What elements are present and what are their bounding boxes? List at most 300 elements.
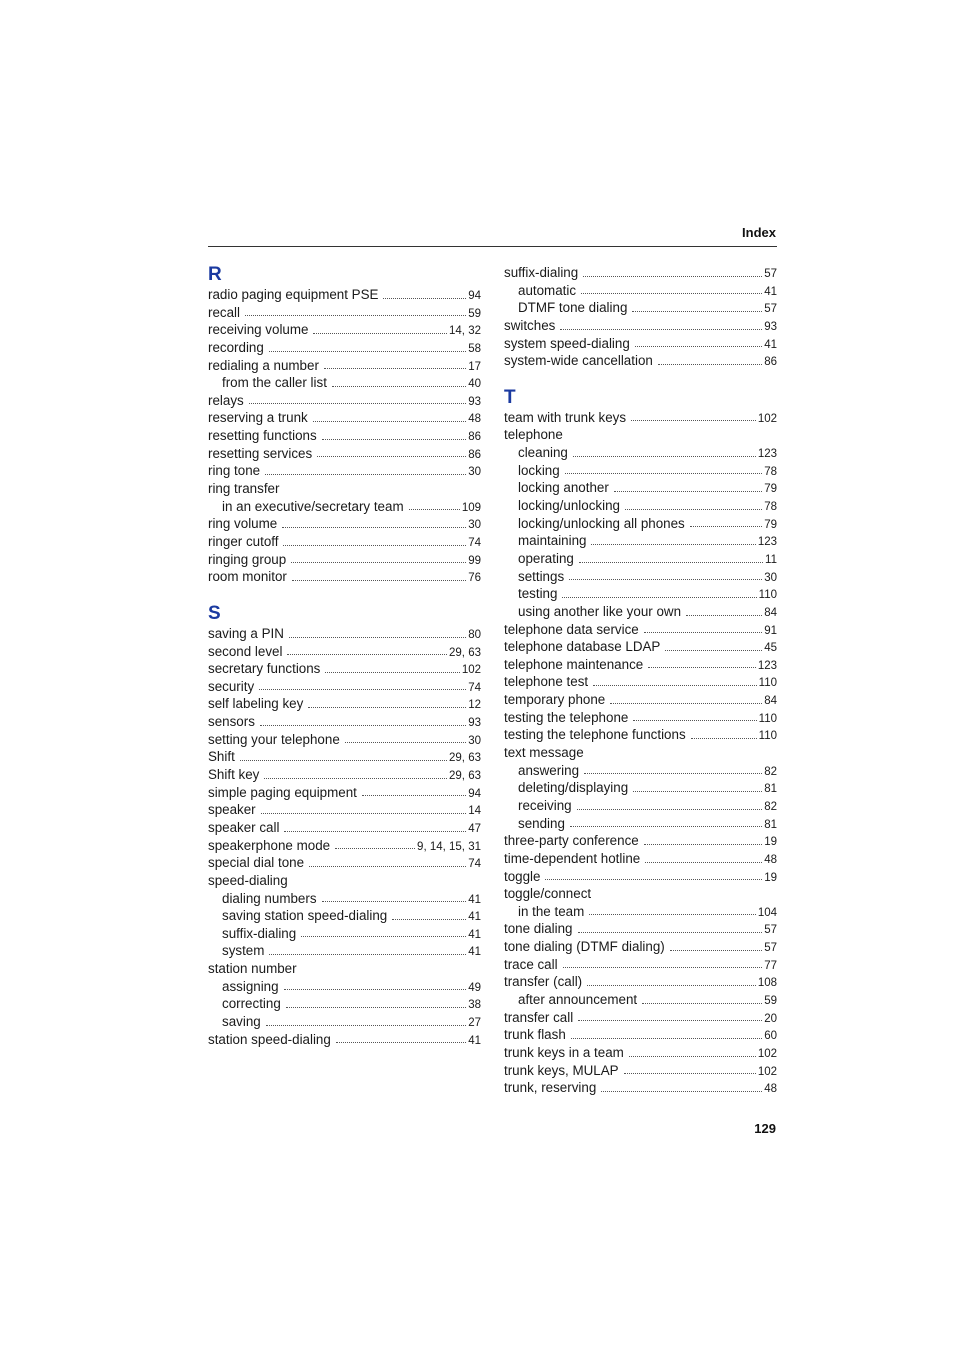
entry-page-ref: 12 xyxy=(468,699,481,712)
index-entry xyxy=(504,335,777,353)
index-entry xyxy=(504,709,777,727)
index-entry xyxy=(208,713,481,731)
entry-page-ref: 123 xyxy=(757,448,777,461)
entry-term: self labeling key xyxy=(208,696,304,712)
index-entry xyxy=(208,392,481,410)
entry-page-ref: 48 xyxy=(764,1083,777,1096)
dot-leader xyxy=(571,1038,762,1039)
index-entry xyxy=(208,625,481,643)
dot-leader xyxy=(383,298,466,299)
entry-term: in the team xyxy=(518,903,585,919)
entry-page-ref: 29, 63 xyxy=(449,646,481,659)
entry-page-ref: 94 xyxy=(468,290,481,302)
index-subentry xyxy=(208,1013,481,1031)
entry-term: second level xyxy=(208,643,283,659)
dot-leader xyxy=(589,914,756,915)
dot-leader xyxy=(632,311,762,312)
index-subentry xyxy=(208,995,481,1013)
entry-page-ref: 86 xyxy=(764,356,777,369)
dot-leader xyxy=(324,368,466,369)
entry-term: system-wide cancellation xyxy=(504,353,653,369)
entry-page-ref: 104 xyxy=(757,906,777,919)
entry-term: suffix-dialing xyxy=(222,925,297,941)
header-rule xyxy=(208,246,777,247)
index-entry xyxy=(208,427,481,445)
index-entry xyxy=(208,678,481,696)
index-section-t xyxy=(504,387,777,1097)
entry-page-ref: 49 xyxy=(468,981,481,994)
index-entry xyxy=(504,691,777,709)
index-entry xyxy=(208,1031,481,1049)
dot-leader xyxy=(633,720,756,721)
entry-page-ref: 57 xyxy=(764,942,777,955)
entry-page-ref: 30 xyxy=(468,734,481,747)
entry-page-ref: 57 xyxy=(764,303,777,316)
index-entry xyxy=(208,551,481,569)
index-entry xyxy=(504,850,777,868)
index-subentry xyxy=(504,299,777,317)
entry-page-ref: 57 xyxy=(764,268,777,280)
index-entry xyxy=(208,462,481,480)
entry-term: testing the telephone xyxy=(504,709,629,725)
dot-leader xyxy=(362,795,466,796)
entry-term: suffix-dialing xyxy=(504,265,579,280)
entry-page-ref: 78 xyxy=(764,465,777,478)
index-entry xyxy=(208,801,481,819)
index-entry xyxy=(208,960,481,978)
index-subentry xyxy=(504,815,777,833)
entry-term: maintaining xyxy=(518,533,587,549)
entry-term: relays xyxy=(208,392,244,408)
dot-leader xyxy=(648,667,756,668)
entry-term: saving a PIN xyxy=(208,625,284,641)
dot-leader xyxy=(570,826,762,827)
index-subentry xyxy=(504,462,777,480)
dot-leader xyxy=(261,813,467,814)
entry-term: sensors xyxy=(208,714,255,730)
entry-term: locking another xyxy=(518,480,609,496)
entry-page-ref: 41 xyxy=(468,1034,481,1047)
entry-term: room monitor xyxy=(208,569,287,585)
index-entry xyxy=(504,868,777,886)
dot-leader xyxy=(335,848,415,849)
entry-term: time-dependent hotline xyxy=(504,850,641,866)
dot-leader xyxy=(691,738,757,739)
dot-leader xyxy=(591,544,755,545)
entry-page-ref: 110 xyxy=(758,589,777,602)
dot-leader xyxy=(245,315,466,316)
entry-term: speaker call xyxy=(208,819,280,835)
dot-leader xyxy=(332,386,466,387)
entry-page-ref: 94 xyxy=(468,787,481,800)
index-subentry xyxy=(208,498,481,516)
index-entry xyxy=(504,264,777,282)
entry-page-ref: 77 xyxy=(764,959,777,972)
dot-leader xyxy=(336,1042,466,1043)
index-entry xyxy=(208,695,481,713)
dot-leader xyxy=(642,1003,762,1004)
dot-leader xyxy=(583,276,762,277)
entry-term: locking xyxy=(518,462,560,478)
dot-leader xyxy=(624,1073,756,1074)
dot-leader xyxy=(284,989,467,990)
entry-term: locking/unlocking all phones xyxy=(518,515,685,531)
entry-term: dialing numbers xyxy=(222,890,317,906)
index-subentry xyxy=(504,568,777,586)
entry-page-ref: 14 xyxy=(468,805,481,818)
dot-leader xyxy=(560,329,762,330)
entry-page-ref: 41 xyxy=(468,928,481,941)
entry-page-ref: 19 xyxy=(764,871,777,884)
dot-leader xyxy=(545,879,762,880)
entry-term: saving xyxy=(222,1013,261,1029)
entry-page-ref: 30 xyxy=(468,466,481,479)
dot-leader xyxy=(317,456,466,457)
index-entry xyxy=(504,673,777,691)
entry-page-ref: 29, 63 xyxy=(449,752,481,765)
dot-leader xyxy=(259,689,466,690)
entry-term: settings xyxy=(518,568,565,584)
index-subentry xyxy=(504,444,777,462)
entry-term: speed-dialing xyxy=(208,872,288,888)
entry-term: telephone maintenance xyxy=(504,656,644,672)
dot-leader xyxy=(644,632,762,633)
dot-leader xyxy=(670,950,762,951)
left-column xyxy=(208,264,481,1065)
dot-leader xyxy=(690,526,762,527)
dot-leader xyxy=(577,809,763,810)
entry-term: three-party conference xyxy=(504,833,639,849)
index-subentry xyxy=(208,907,481,925)
dot-leader xyxy=(573,456,756,457)
right-column xyxy=(504,264,777,1114)
index-subentry xyxy=(504,991,777,1009)
dot-leader xyxy=(282,527,466,528)
index-subentry xyxy=(504,532,777,550)
dot-leader xyxy=(392,919,466,920)
entry-page-ref: 102 xyxy=(461,664,481,677)
entry-term: redialing a number xyxy=(208,357,319,373)
entry-page-ref: 58 xyxy=(468,342,481,355)
index-subentry xyxy=(504,550,777,568)
entry-page-ref: 123 xyxy=(757,659,777,672)
dot-leader xyxy=(260,725,466,726)
index-subentry xyxy=(504,282,777,300)
entry-term: recall xyxy=(208,304,240,320)
entry-term: testing the telephone functions xyxy=(504,727,686,743)
section-letter: T xyxy=(504,386,516,408)
entry-term: simple paging equipment xyxy=(208,784,357,800)
running-header: Index xyxy=(742,225,776,240)
section-letter: R xyxy=(208,264,222,285)
entry-page-ref: 79 xyxy=(764,483,777,496)
entry-term: saving station speed-dialing xyxy=(222,908,388,924)
dot-leader xyxy=(286,1007,466,1008)
dot-leader xyxy=(686,615,762,616)
index-section-r xyxy=(208,264,481,586)
dot-leader xyxy=(309,866,466,867)
entry-page-ref: 102 xyxy=(757,412,777,425)
entry-page-ref: 86 xyxy=(468,448,481,461)
entry-term: trunk keys in a team xyxy=(504,1044,624,1060)
dot-leader xyxy=(265,474,466,475)
entry-page-ref: 48 xyxy=(468,413,481,426)
index-entry xyxy=(504,317,777,335)
dot-leader xyxy=(308,707,466,708)
entry-term: operating xyxy=(518,550,574,566)
entry-page-ref: 48 xyxy=(764,853,777,866)
dot-leader xyxy=(289,637,466,638)
dot-leader xyxy=(563,967,763,968)
entry-page-ref: 108 xyxy=(757,977,777,990)
index-entry xyxy=(504,409,777,427)
dot-leader xyxy=(658,364,762,365)
dot-leader xyxy=(614,491,762,492)
entry-term: telephone xyxy=(504,427,563,443)
index-entry xyxy=(504,956,777,974)
entry-term: toggle/connect xyxy=(504,886,592,902)
index-subentry xyxy=(208,374,481,392)
entry-page-ref: 40 xyxy=(468,378,481,391)
entry-page-ref: 82 xyxy=(764,765,777,778)
entry-page-ref: 41 xyxy=(468,946,481,959)
dot-leader xyxy=(631,420,756,421)
entry-page-ref: 93 xyxy=(764,320,777,333)
index-entry xyxy=(208,515,481,533)
dot-leader xyxy=(665,650,762,651)
dot-leader xyxy=(287,654,447,655)
entry-term: correcting xyxy=(222,996,281,1012)
entry-term: telephone test xyxy=(504,674,589,690)
dot-leader xyxy=(322,439,467,440)
index-entry xyxy=(208,568,481,586)
index-entry xyxy=(208,286,481,304)
index-entry xyxy=(208,357,481,375)
entry-page-ref: 59 xyxy=(764,994,777,1007)
dot-leader xyxy=(581,293,762,294)
entry-term: security xyxy=(208,678,255,694)
index-subentry xyxy=(504,585,777,603)
dot-leader xyxy=(345,742,466,743)
entry-term: trace call xyxy=(504,956,558,972)
entry-term: temporary phone xyxy=(504,692,606,708)
entry-page-ref: 102 xyxy=(757,1065,777,1078)
index-entry xyxy=(504,973,777,991)
index-entry xyxy=(504,1044,777,1062)
dot-leader xyxy=(313,421,466,422)
entry-page-ref: 60 xyxy=(764,1030,777,1043)
dot-leader xyxy=(629,1056,756,1057)
entry-page-ref: 74 xyxy=(468,536,481,549)
entry-page-ref: 93 xyxy=(468,395,481,408)
entry-page-ref: 20 xyxy=(764,1012,777,1025)
dot-leader xyxy=(601,1091,762,1092)
index-subentry xyxy=(504,515,777,533)
entry-term: station speed-dialing xyxy=(208,1031,331,1047)
index-entry xyxy=(504,426,777,444)
entry-page-ref: 86 xyxy=(468,431,481,444)
dot-leader xyxy=(610,703,762,704)
dot-leader xyxy=(565,473,763,474)
entry-term: DTMF tone dialing xyxy=(518,300,628,316)
dot-leader xyxy=(313,333,447,334)
entry-term: ringing group xyxy=(208,551,287,567)
entry-term: tone dialing xyxy=(504,921,573,937)
dot-leader xyxy=(633,791,762,792)
entry-term: trunk, reserving xyxy=(504,1080,597,1096)
dot-leader xyxy=(266,1025,466,1026)
index-entry xyxy=(208,819,481,837)
index-entry xyxy=(208,533,481,551)
entry-term: ring transfer xyxy=(208,481,280,497)
entry-term: team with trunk keys xyxy=(504,409,627,425)
entry-page-ref: 41 xyxy=(764,338,777,351)
entry-page-ref: 80 xyxy=(468,628,481,641)
entry-page-ref: 93 xyxy=(468,717,481,730)
entry-page-ref: 74 xyxy=(468,681,481,694)
entry-page-ref: 45 xyxy=(764,642,777,655)
entry-page-ref: 81 xyxy=(764,783,777,796)
index-entry xyxy=(504,938,777,956)
index-entry xyxy=(504,352,777,370)
entry-page-ref: 110 xyxy=(758,730,777,743)
entry-page-ref: 9, 14, 15, 31 xyxy=(417,840,481,853)
entry-page-ref: 14, 32 xyxy=(449,325,481,338)
index-subentry xyxy=(504,779,777,797)
entry-term: in an executive/secretary team xyxy=(222,498,404,514)
entry-page-ref: 84 xyxy=(764,695,777,708)
index-entry xyxy=(208,321,481,339)
index-section-continued xyxy=(504,264,777,370)
entry-page-ref: 27 xyxy=(468,1016,481,1029)
entry-term: trunk keys, MULAP xyxy=(504,1062,619,1078)
entry-term: ring volume xyxy=(208,516,278,532)
entry-term: assigning xyxy=(222,978,279,994)
entry-page-ref: 81 xyxy=(764,818,777,831)
index-entry xyxy=(208,784,481,802)
entry-term: ringer cutoff xyxy=(208,533,279,549)
index-subentry xyxy=(504,797,777,815)
entry-page-ref: 110 xyxy=(758,677,777,690)
entry-page-ref: 91 xyxy=(764,624,777,637)
entry-term: transfer call xyxy=(504,1009,574,1025)
index-section-s xyxy=(208,603,481,1048)
entry-page-ref: 82 xyxy=(764,800,777,813)
entry-page-ref: 19 xyxy=(764,836,777,849)
dot-leader xyxy=(269,954,466,955)
index-entry xyxy=(504,638,777,656)
index-subentry xyxy=(208,942,481,960)
dot-leader xyxy=(625,509,762,510)
entry-term: locking/unlocking xyxy=(518,498,620,514)
index-entry xyxy=(208,339,481,357)
entry-term: ring tone xyxy=(208,463,261,479)
dot-leader xyxy=(584,773,762,774)
entry-term: text message xyxy=(504,745,584,761)
entry-term: switches xyxy=(504,317,556,333)
dot-leader xyxy=(409,509,460,510)
entry-term: speakerphone mode xyxy=(208,837,331,853)
entry-page-ref: 41 xyxy=(468,911,481,924)
entry-page-ref: 78 xyxy=(764,501,777,514)
index-entry xyxy=(504,744,777,762)
index-entry xyxy=(504,1009,777,1027)
dot-leader xyxy=(645,862,762,863)
index-entry xyxy=(504,1026,777,1044)
entry-page-ref: 110 xyxy=(758,712,777,725)
entry-term: tone dialing (DTMF dialing) xyxy=(504,939,665,955)
entry-page-ref: 41 xyxy=(764,285,777,298)
entry-term: recording xyxy=(208,339,264,355)
entry-term: system speed-dialing xyxy=(504,335,630,351)
entry-page-ref: 30 xyxy=(764,571,777,584)
entry-page-ref: 30 xyxy=(468,519,481,532)
entry-term: deleting/displaying xyxy=(518,780,629,796)
entry-page-ref: 41 xyxy=(468,893,481,906)
entry-term: setting your telephone xyxy=(208,731,340,747)
entry-term: using another like your own xyxy=(518,603,682,619)
index-entry xyxy=(504,1062,777,1080)
index-subentry xyxy=(208,890,481,908)
entry-page-ref: 11 xyxy=(765,553,777,566)
entry-term: after announcement xyxy=(518,991,638,1007)
dot-leader xyxy=(269,351,466,352)
dot-leader xyxy=(240,760,447,761)
index-entry xyxy=(208,766,481,784)
entry-page-ref: 47 xyxy=(468,822,481,835)
entry-term: station number xyxy=(208,961,297,977)
entry-term: answering xyxy=(518,762,580,778)
index-entry xyxy=(208,409,481,427)
dot-leader xyxy=(593,685,757,686)
entry-term: Shift key xyxy=(208,767,260,783)
index-entry xyxy=(208,480,481,498)
entry-page-ref: 99 xyxy=(468,554,481,567)
entry-term: toggle xyxy=(504,868,541,884)
entry-page-ref: 74 xyxy=(468,858,481,871)
entry-term: system xyxy=(222,943,265,959)
index-entry xyxy=(504,1079,777,1097)
index-entry xyxy=(208,445,481,463)
entry-term: special dial tone xyxy=(208,855,305,871)
index-entry xyxy=(208,660,481,678)
dot-leader xyxy=(579,562,763,563)
index-entry xyxy=(504,656,777,674)
entry-term: speaker xyxy=(208,802,256,818)
index-entry xyxy=(504,885,777,903)
index-entry xyxy=(208,731,481,749)
entry-page-ref: 59 xyxy=(468,307,481,320)
index-subentry xyxy=(504,903,777,921)
dot-leader xyxy=(283,545,466,546)
entry-page-ref: 79 xyxy=(764,518,777,531)
entry-term: radio paging equipment PSE xyxy=(208,287,379,302)
entry-page-ref: 109 xyxy=(461,501,481,514)
index-entry xyxy=(208,872,481,890)
dot-leader xyxy=(264,778,447,779)
dot-leader xyxy=(284,831,466,832)
index-subentry xyxy=(504,603,777,621)
entry-term: Shift xyxy=(208,749,235,765)
entry-page-ref: 84 xyxy=(764,606,777,619)
index-subentry xyxy=(504,497,777,515)
entry-term: reserving a trunk xyxy=(208,410,308,426)
dot-leader xyxy=(578,1020,762,1021)
index-entry xyxy=(504,920,777,938)
dot-leader xyxy=(325,672,459,673)
entry-page-ref: 76 xyxy=(468,572,481,585)
index-subentry xyxy=(208,978,481,996)
